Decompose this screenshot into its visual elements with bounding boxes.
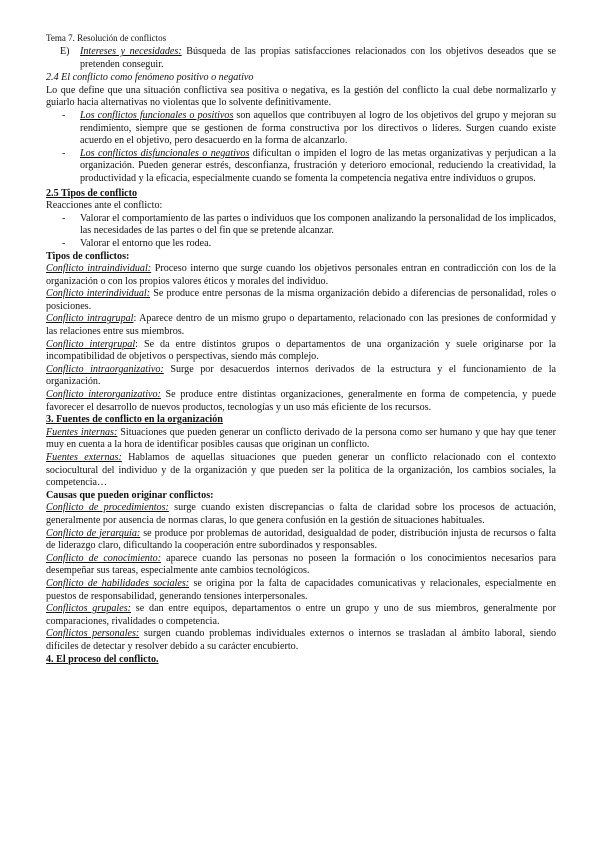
- tipo-term: Conflicto intergrupal: [46, 338, 136, 350]
- tipo-interindividual: [46, 288, 556, 313]
- causa-term: Conflicto de habilidades sociales:: [46, 577, 190, 589]
- bullet-text: son aquellos que contribuyen al logro de los objetivos del grupo y mejoran su rendimiento, siempre que se gestionen de forma constructiva por los directivos o líderes. Surgen cuando existe acuerdo en el objetivo, pero desacuerdo en la forma de alcanzarlo.: [80, 109, 556, 147]
- item-term: Intereses y necesidades:: [80, 46, 182, 57]
- item-marker: E): [60, 46, 70, 57]
- tipo-text: Proceso interno que surge cuando los objetivos personales entran en contradicción con los de la organización o con los propios valores éticos y morales del individuo.: [46, 263, 556, 287]
- causa-personales: [46, 628, 556, 653]
- causa-term: Conflicto de conocimiento:: [46, 552, 162, 564]
- tipo-intergrupal: [46, 339, 556, 364]
- causa-procedimientos: [46, 502, 556, 527]
- tipo-interorganizativo: [46, 389, 556, 414]
- tipo-term: Conflicto intraindividual:: [46, 263, 152, 275]
- causa-text: se produce por problemas de autoridad, desigualdad de poder, distribución injusta de recursos o falta de liderazgo claro, dificultando la cooperación entre subordinados y responsables.: [46, 527, 556, 552]
- fuente-text: Hablamos de aquellas situaciones que pueden generar un conflicto relacionado con el contexto sociocultural del individuo y de la organización y que pueden ser la política de la organización, los cambios sociales, la competencia…: [46, 452, 556, 489]
- bullet-marker: -: [62, 109, 66, 121]
- fuente-term: Fuentes internas:: [46, 426, 118, 438]
- tipos-title: Tipos de conflictos:: [46, 250, 130, 262]
- item-text: Búsqueda de las propias satisfacciones relacionados con los objetivos deseados que se pretenden conseguir.: [80, 46, 556, 70]
- causas-title: Causas que pueden originar conflictos:: [46, 489, 214, 501]
- tipo-text: Surge por desacuerdos internos derivados de la estructura y el funcionamiento de la organización.: [46, 363, 556, 388]
- causa-term: Conflicto de procedimientos:: [46, 502, 169, 514]
- tipo-text: : Se da entre distintos grupos o departamentos de una organización y suele originarse por la incompatibilidad de objetivos o perspectivas, siendo más complejo.: [46, 338, 557, 363]
- list-item-e: [46, 46, 556, 71]
- reacciones-label: Reacciones ante el conflicto:: [46, 200, 163, 212]
- tipo-term: Conflicto intraorganizativo:: [46, 363, 164, 375]
- tipo-intragrupal: [46, 313, 556, 338]
- section-2-4-intro: Lo que define que una situación conflictiva sea positiva o negativa, es la gestión del conflicto la cual debe normalizarlo y guiarlo hacia alternativas no violentas que lo solvente definitivamente.: [46, 84, 556, 109]
- bullet-valorar-comportamiento: [46, 213, 556, 238]
- tipo-term: Conflicto intragrupal: [46, 313, 134, 325]
- tipo-intraindividual: [46, 263, 556, 288]
- tipo-text: Se produce entre personas de la misma organización debido a diferencias de personalidad, roles o posiciones.: [46, 288, 556, 312]
- tipo-term: Conflicto interindividual:: [46, 288, 151, 300]
- causa-text: surgen cuando problemas individuales externos o internos se trasladan al ámbito laboral, siendo difíciles de detectar y resolver debido a su carácter encubierto.: [46, 628, 556, 652]
- page-header: Tema 7. Resolución de conflictos: [46, 33, 167, 43]
- bullet-marker: -: [62, 147, 66, 159]
- bullet-marker: -: [62, 237, 66, 249]
- fuentes-internas: [46, 427, 556, 452]
- tipo-term: Conflicto interorganizativo:: [46, 389, 161, 401]
- document-body: [46, 46, 556, 666]
- causa-term: Conflictos personales:: [46, 628, 140, 640]
- fuente-term: Fuentes externas:: [46, 452, 122, 463]
- bullet-disfuncionales: [46, 148, 556, 186]
- causa-grupales: [46, 603, 556, 628]
- tipo-intraorganizativo: [46, 364, 556, 389]
- causa-text: se origina por la falta de capacidades comunicativas y relacionales, especialmente en puestos de responsabilidad, generando tensiones interpersonales.: [46, 577, 556, 602]
- causa-term: Conflictos grupales:: [46, 603, 131, 615]
- bullet-text: Valorar el entorno que les rodea.: [80, 237, 212, 249]
- section-3-title: 3. Fuentes de conflicto en la organización: [46, 414, 223, 426]
- causa-text: se dan entre equipos, departamentos o entre un grupo y uno de sus miembros, generalmente por comparaciones, rivalidades o competencia.: [46, 603, 556, 627]
- bullet-funcionales: [46, 110, 556, 148]
- bullet-valorar-entorno: [46, 238, 556, 251]
- bullet-marker: -: [62, 212, 66, 224]
- bullet-term: Los conflictos disfuncionales o negativos: [80, 147, 250, 159]
- bullet-term: Los conflictos funcionales o positivos: [80, 109, 234, 121]
- fuentes-externas: [46, 452, 556, 490]
- tipo-text: : Aparece dentro de un mismo grupo o departamento, relacionado con las presiones de conformidad y las relaciones entre sus miembros.: [46, 313, 556, 338]
- causa-text: aparece cuando las personas no poseen la formación o los conocimientos necesarios para desempeñar sus tareas, especialmente ante cambios tecnológicos.: [46, 552, 556, 577]
- causa-jerarquia: [46, 528, 556, 553]
- bullet-text: Valorar el comportamiento de las partes o individuos que los componen analizando la personalidad de los implicados, las necesidades de las partes o del fin que se pretende alcanzar.: [80, 212, 556, 237]
- causa-conocimiento: [46, 553, 556, 578]
- causa-term: Conflicto de jerarquía:: [46, 527, 141, 539]
- section-2-5-title: 2.5 Tipos de conflicto: [46, 187, 138, 199]
- causa-habilidades-sociales: [46, 578, 556, 603]
- fuente-text: Situaciones que pueden generar un conflicto derivado de la persona como ser humano y que hay que tener muy en cuenta a la hora de identificar posibles causas que originan un conflicto.: [46, 426, 556, 451]
- bullet-text: dificultan o impiden el logro de las metas organizativas y perjudican a la organización. Pueden generar estrés, desconfianza, frustración y deterioro emocional, reduciendo la creatividad, la productividad y la eficacia, especialmente cuando se fomenta la competencia negativa entre individuos o grupos.: [80, 147, 556, 184]
- causa-text: surge cuando existen discrepancias o falta de claridad sobre los procesos de actuación, generalmente por ausencia de normas claras, lo que genera confusión en la gestión de situaciones habituales.: [46, 502, 557, 526]
- tipo-text: Se produce entre distintas organizaciones, generalmente en forma de competencia, y puede favorecer el desarrollo de nuevos productos, tecnologías y un uso más eficiente de los recursos.: [46, 389, 556, 413]
- section-2-4-title: 2.4 El conflicto como fenómeno positivo o negativo: [46, 72, 254, 84]
- section-4-title: 4. El proceso del conflicto.: [46, 653, 159, 665]
